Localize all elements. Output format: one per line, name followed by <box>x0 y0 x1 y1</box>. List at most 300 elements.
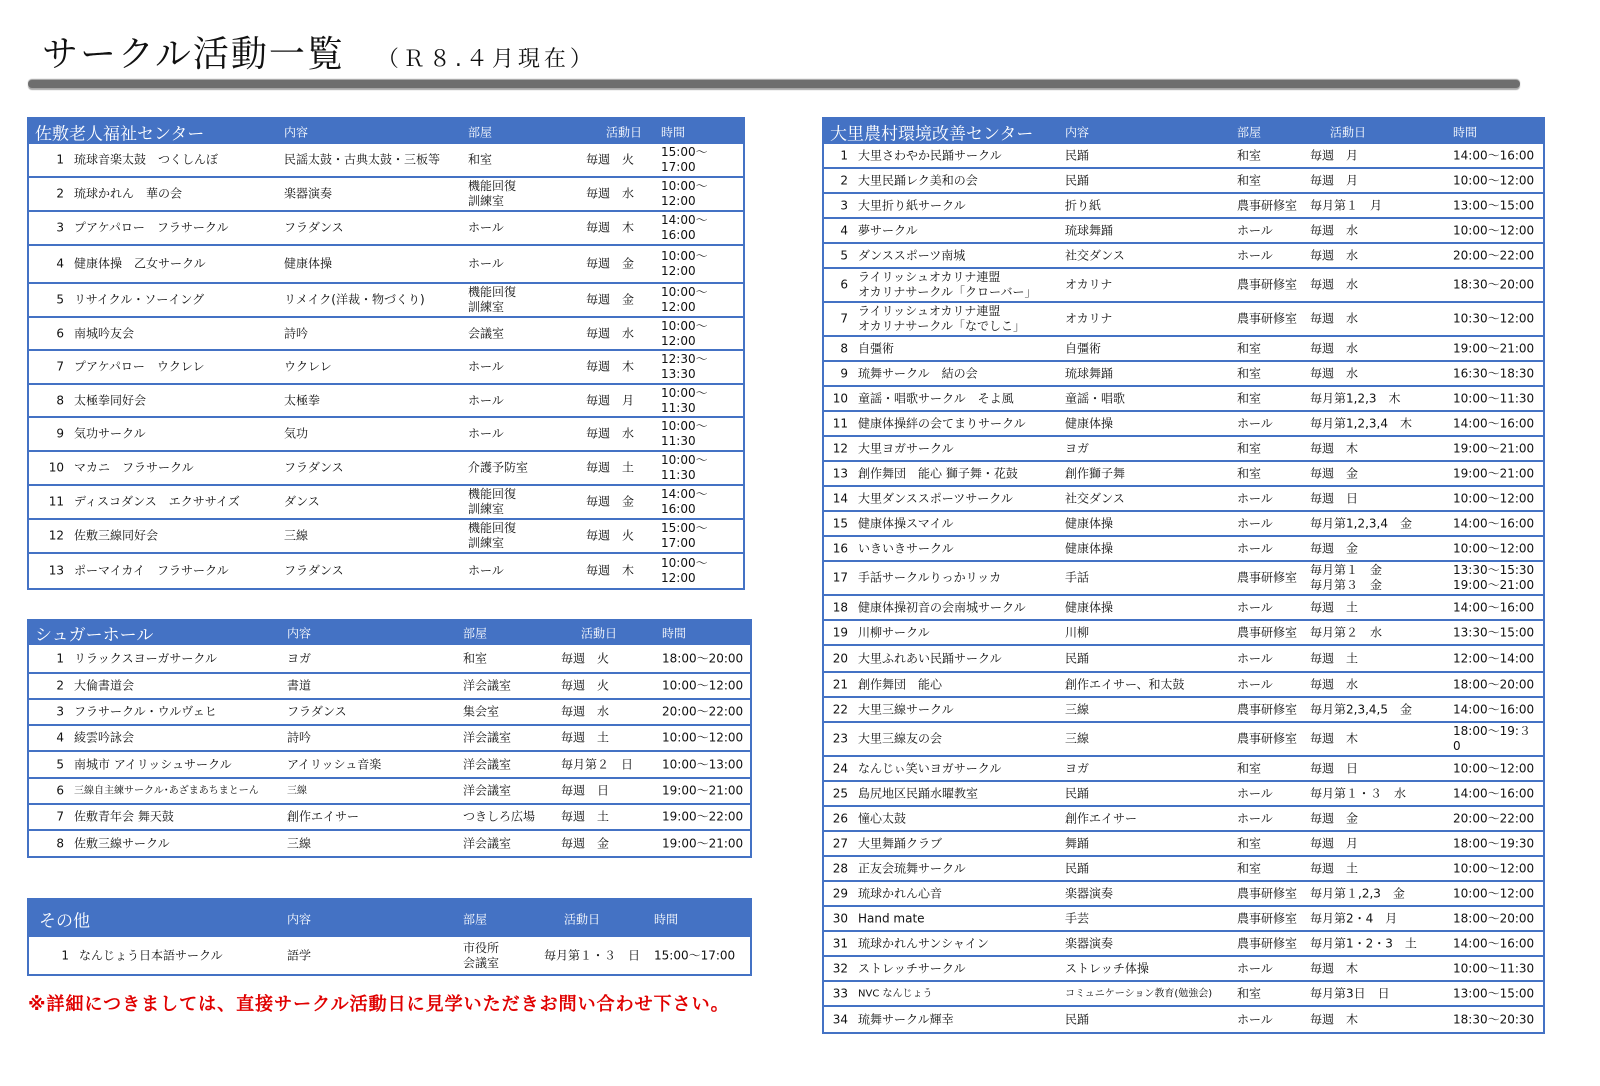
circle-name: 琉球かれんサンシャイン <box>858 936 989 950</box>
room: 和室 <box>1237 466 1262 480</box>
circle-name: ダンススポーツ南城 <box>858 248 966 262</box>
activity-content: 気功 <box>284 426 309 441</box>
activity-time: 10:00～12:00 <box>1453 173 1535 187</box>
activity-content: ヨガ <box>1065 441 1090 455</box>
room: 農事研修室 <box>1237 277 1298 292</box>
row-number: 8 <box>56 393 64 407</box>
activity-day: 毎週 火 <box>586 528 635 543</box>
activity-day: 毎週 水 <box>586 186 635 201</box>
brush-divider <box>28 80 1520 88</box>
activity-time: 14:00～16:00 <box>1453 936 1535 950</box>
activity-content: 詩吟 <box>287 730 312 745</box>
table-row <box>29 726 750 752</box>
activity-time: 14:00～16:00 <box>1453 148 1535 162</box>
circle-name: なんじぃ笑いヨガサークル <box>858 761 1002 775</box>
activity-time: 14:00～16:00 <box>1453 516 1535 530</box>
activity-content: 楽器演奏 <box>1065 886 1114 900</box>
activity-day: 毎週 木 <box>1310 731 1359 746</box>
row-number: 2 <box>56 186 64 201</box>
activity-content: 民謡太鼓・古典太鼓・三板等 <box>284 152 441 167</box>
circle-name: 大里ヨガサークル <box>858 441 954 455</box>
row-number: 14 <box>832 491 848 505</box>
activity-time: 18:00～20:00 <box>662 651 744 665</box>
table-row <box>824 412 1543 437</box>
activity-day: 毎月第2・4 月 <box>1310 911 1398 925</box>
activity-day: 毎月第１ 月 <box>1310 198 1383 212</box>
activity-time: 10:00～12:00 <box>1453 861 1535 875</box>
activity-time: 10:00～12:00 <box>1453 223 1535 237</box>
table-row <box>29 351 743 385</box>
activity-day: 毎週 月 <box>1310 148 1359 162</box>
activity-day: 毎週 土 <box>1310 651 1359 665</box>
table-row <box>824 144 1543 169</box>
circle-name: ポーマイカイ フラサークル <box>74 563 229 578</box>
circle-name: 南城吟友会 <box>74 326 135 340</box>
page-title <box>42 26 596 77</box>
activity-day: 毎週 金 <box>586 494 635 509</box>
activity-time: 19:00～21:00 <box>662 836 744 850</box>
room: 集会室 <box>463 704 500 719</box>
activity-time: 19:00～21:00 <box>1453 466 1535 480</box>
row-number: 26 <box>832 811 848 825</box>
activity-content: 楽器演奏 <box>284 186 333 201</box>
activity-day: 毎週 木 <box>1310 961 1359 975</box>
room: ホール <box>468 359 504 374</box>
room: 農事研修室 <box>1237 936 1298 950</box>
room-header: 部屋 <box>463 912 488 926</box>
activity-content: 民踊 <box>1065 173 1090 187</box>
activity-content: 健康体操 <box>1065 600 1114 614</box>
activity-content: 舞踊 <box>1065 836 1090 850</box>
activity-day: 毎月第2,3,4,5 金 <box>1310 702 1412 716</box>
circle-name: 手話サークルりっかリッカ <box>858 570 1002 585</box>
row-number: 1 <box>61 948 69 962</box>
row-number: 12 <box>48 528 64 543</box>
circle-name: 綾雲吟詠会 <box>74 730 135 745</box>
circle-name: ストレッチサークル <box>858 961 966 975</box>
room: 和室 <box>1237 861 1262 875</box>
table-row <box>824 512 1543 537</box>
circle-name: 憧心太鼓 <box>858 811 907 825</box>
table-row <box>824 537 1543 562</box>
circle-name: 南城市 アイリッシュサークル <box>74 757 232 771</box>
circle-name: 大里三線友の会 <box>858 731 943 746</box>
circle-name: 琉球かれん心音 <box>858 886 943 900</box>
row-number: 31 <box>832 936 848 950</box>
activity-time: 15:00～ 17:00 <box>661 145 708 174</box>
circle-name: ディスコダンス エクササイズ <box>74 494 240 509</box>
circle-name: リサイクル・ソーイング <box>74 292 205 307</box>
room: 和室 <box>463 651 488 665</box>
table-row <box>824 698 1543 723</box>
activity-content: 三線 <box>1065 731 1090 746</box>
room: ホール <box>468 220 504 235</box>
room: ホール <box>1237 248 1273 262</box>
circle-name: 三線自主練サークル･あざまあちまとーん <box>74 785 259 797</box>
room: 機能回復 訓練室 <box>468 179 517 208</box>
activity-content: 民踊 <box>1065 651 1090 665</box>
day-header: 活動日 <box>606 125 643 139</box>
title-text: サークル活動一覧 <box>42 34 345 75</box>
row-number: 22 <box>832 702 848 716</box>
circle-name: 創作舞団 能心 獅子舞・花鼓 <box>858 466 1018 480</box>
activity-content: フラダンス <box>284 220 344 235</box>
room: 和室 <box>1237 391 1262 405</box>
row-number: 25 <box>832 786 848 800</box>
day-header: 活動日 <box>581 626 618 641</box>
activity-time: 10:00～12:00 <box>1453 761 1535 775</box>
panel-sashiki-center <box>27 117 745 590</box>
activity-content: 手話 <box>1065 570 1090 585</box>
activity-time: 19:00～22:00 <box>662 809 744 824</box>
activity-day: 毎週 火 <box>561 678 610 693</box>
activity-content: 健康体操 <box>284 256 333 271</box>
circle-name: 川柳サークル <box>858 625 930 639</box>
activity-time: 10:00～ 12:00 <box>661 285 708 314</box>
activity-time: 14:00～16:00 <box>1453 600 1535 614</box>
row-number: 7 <box>56 809 64 824</box>
circle-name: 健康体操初音の会南城サークル <box>858 600 1026 614</box>
room: 和室 <box>1237 986 1262 1000</box>
room: 市役所 会議室 <box>463 940 500 970</box>
activity-time: 10:00～11:30 <box>1453 391 1535 405</box>
row-number: 30 <box>832 911 848 925</box>
activity-day: 毎週 金 <box>1310 541 1359 555</box>
activity-content: 三線 <box>284 528 309 543</box>
table-row <box>824 673 1543 698</box>
row-number: 6 <box>56 326 64 340</box>
activity-content: ストレッチ体操 <box>1065 961 1149 975</box>
room: ホール <box>1237 786 1273 800</box>
activity-content: 三線 <box>287 785 307 797</box>
room: 機能回復 訓練室 <box>468 521 517 550</box>
activity-time: 10:00～12:00 <box>662 678 744 693</box>
activity-day: 毎週 水 <box>561 704 610 719</box>
activity-content: 三線 <box>1065 702 1090 716</box>
circle-name: ライリッシュオカリナ連盟 オカリナサークル「なでしこ」 <box>858 304 1026 333</box>
circle-name: 大里三線サークル <box>858 702 954 716</box>
table-row <box>824 437 1543 462</box>
row-number: 9 <box>56 426 64 441</box>
table-row <box>29 246 743 284</box>
table-row <box>824 596 1543 621</box>
circle-name: 正友会琉舞サークル <box>858 861 966 875</box>
room: 農事研修室 <box>1237 311 1298 326</box>
row-number: 3 <box>840 198 848 212</box>
panel-ozato-center <box>822 117 1545 1034</box>
activity-day: 毎月第1,2,3 木 <box>1310 391 1401 405</box>
activity-day: 毎週 月 <box>1310 836 1359 850</box>
table-row <box>824 957 1543 982</box>
circle-name: 童謡・唱歌サークル そよ風 <box>858 391 1014 405</box>
activity-day: 毎週 木 <box>586 359 635 374</box>
activity-content: アイリッシュ音楽 <box>287 757 382 771</box>
room: ホール <box>468 563 504 578</box>
activity-content: 手芸 <box>1065 911 1090 925</box>
activity-time: 19:00～21:00 <box>1453 341 1535 355</box>
table-row <box>29 700 750 726</box>
table-row <box>29 178 743 212</box>
activity-time: 14:00～16:00 <box>1453 702 1535 716</box>
circle-name: 太極拳同好会 <box>74 393 147 407</box>
row-number: 29 <box>832 886 848 900</box>
circle-name: マカニ フラサークル <box>74 460 194 475</box>
room-header: 部屋 <box>1237 125 1262 139</box>
activity-content: 三線 <box>287 836 312 850</box>
room: 農事研修室 <box>1237 570 1298 585</box>
content-header: 内容 <box>1065 125 1090 139</box>
panel-other <box>27 898 752 976</box>
activity-time: 18:30～20:00 <box>1453 277 1535 292</box>
row-number: 24 <box>832 761 848 775</box>
row-number: 10 <box>48 460 64 475</box>
activity-day: 毎週 木 <box>1310 441 1359 455</box>
table-row <box>29 645 750 674</box>
day-header: 活動日 <box>1330 125 1367 139</box>
row-number: 8 <box>840 341 848 355</box>
day-header: 活動日 <box>564 912 601 926</box>
circle-name: 健康体操スマイル <box>858 516 954 530</box>
activity-day: 毎週 土 <box>586 460 635 475</box>
table-row <box>824 932 1543 957</box>
activity-time: 18:30～20:30 <box>1453 1012 1535 1026</box>
panel-name: 佐敷老人福祉センター <box>35 124 205 144</box>
room: 機能回復 訓練室 <box>468 285 517 314</box>
table-row <box>29 418 743 452</box>
room: ホール <box>1237 491 1273 505</box>
circle-name: 大里舞踊クラブ <box>858 836 943 850</box>
activity-day: 毎月第１,2,3 金 <box>1310 886 1405 900</box>
row-number: 3 <box>56 220 64 235</box>
room: 農事研修室 <box>1237 731 1298 746</box>
table-row <box>824 169 1543 194</box>
panel-header <box>29 621 750 645</box>
activity-day: 毎月第1・2・3 土 <box>1310 936 1417 950</box>
table-row <box>29 779 750 805</box>
table-row <box>824 219 1543 244</box>
activity-day: 毎月第3日 日 <box>1310 986 1390 1000</box>
activity-content: 健康体操 <box>1065 516 1114 530</box>
table-row <box>29 937 750 974</box>
activity-day: 毎週 金 <box>586 292 635 307</box>
table-row <box>29 805 750 831</box>
room: ホール <box>1237 811 1273 825</box>
activity-day: 毎週 火 <box>561 651 610 665</box>
activity-time: 10:00～ 12:00 <box>661 556 708 585</box>
row-number: 2 <box>56 678 64 693</box>
table-row <box>824 244 1543 269</box>
activity-time: 15:00～ 17:00 <box>661 521 708 550</box>
activity-time: 12:30～ 13:30 <box>661 352 708 381</box>
table-row <box>29 674 750 700</box>
room: 農事研修室 <box>1237 198 1298 212</box>
table-row <box>824 646 1543 673</box>
circle-name: 佐敷三線同好会 <box>74 528 159 543</box>
activity-time: 13:00～15:00 <box>1453 198 1535 212</box>
table-row <box>824 194 1543 219</box>
activity-time: 10:00～12:00 <box>662 730 744 745</box>
activity-time: 13:30～15:00 <box>1453 625 1535 639</box>
activity-day: 毎週 土 <box>561 730 610 745</box>
row-number: 6 <box>840 277 848 292</box>
circle-name: 夢サークル <box>858 223 918 237</box>
circle-name: 大里さわやか民踊サークル <box>858 148 1002 162</box>
row-number: 5 <box>840 248 848 262</box>
activity-day: 毎月第１・３ 日 <box>544 948 641 962</box>
table-row <box>824 757 1543 782</box>
activity-time: 10:00～11:30 <box>1453 961 1535 975</box>
activity-day: 毎月第１・３ 水 <box>1310 786 1407 800</box>
activity-content: 書道 <box>287 678 312 693</box>
activity-time: 20:00～22:00 <box>1453 811 1535 825</box>
room: ホール <box>1237 651 1273 665</box>
room: 和室 <box>1237 366 1262 380</box>
activity-day: 毎週 日 <box>561 783 610 798</box>
activity-day: 毎週 木 <box>1310 1012 1359 1026</box>
activity-content: ヨガ <box>1065 761 1090 775</box>
activity-time: 14:00～ 16:00 <box>661 487 708 516</box>
activity-content: ダンス <box>284 494 320 509</box>
row-number: 5 <box>56 292 64 307</box>
row-number: 20 <box>832 651 848 665</box>
activity-time: 19:00～21:00 <box>662 783 744 798</box>
activity-day: 毎月第２ 水 <box>1310 625 1383 639</box>
room: 農事研修室 <box>1237 625 1298 639</box>
table-row <box>824 907 1543 932</box>
circle-name: 大里民踊レク美和の会 <box>858 173 978 187</box>
row-number: 7 <box>840 311 848 326</box>
room: 機能回復 訓練室 <box>468 487 517 516</box>
activity-time: 18:00～19:３ 0 <box>1453 724 1531 753</box>
activity-time: 20:00～22:00 <box>1453 248 1535 262</box>
activity-content: 民踊 <box>1065 1012 1090 1026</box>
row-number: 15 <box>832 516 848 530</box>
activity-day: 毎週 水 <box>1310 366 1359 380</box>
activity-content: 折り紙 <box>1065 198 1102 212</box>
table-row <box>824 882 1543 907</box>
room-header: 部屋 <box>463 626 488 641</box>
circle-name: ライリッシュオカリナ連盟 オカリナサークル「クローバー」 <box>858 270 1037 299</box>
activity-time: 10:00～ 12:00 <box>661 179 708 208</box>
room: 農事研修室 <box>1237 886 1298 900</box>
activity-day: 毎週 日 <box>1310 761 1359 775</box>
activity-day: 毎週 月 <box>1310 173 1359 187</box>
table-row <box>824 387 1543 412</box>
activity-content: 健康体操 <box>1065 416 1114 430</box>
activity-content: 楽器演奏 <box>1065 936 1114 950</box>
activity-time: 14:00～16:00 <box>1453 786 1535 800</box>
activity-content: 民踊 <box>1065 861 1090 875</box>
circle-name: フラサークル・ウルヴェヒ <box>74 704 217 719</box>
row-number: 19 <box>832 625 848 639</box>
activity-time: 10:00～12:00 <box>1453 886 1535 900</box>
activity-content: フラダンス <box>287 704 347 719</box>
row-number: 21 <box>832 677 848 691</box>
activity-time: 14:00～ 16:00 <box>661 213 708 242</box>
activity-day: 毎週 土 <box>1310 861 1359 875</box>
table-row <box>824 487 1543 512</box>
room: ホール <box>1237 416 1273 430</box>
panel-name: 大里農村環境改善センター <box>830 124 1034 144</box>
row-number: 4 <box>56 256 64 271</box>
activity-day: 毎週 水 <box>1310 311 1359 326</box>
activity-time: 14:00～16:00 <box>1453 416 1535 430</box>
row-number: 4 <box>56 730 64 745</box>
activity-time: 10:00～ 11:30 <box>661 385 708 415</box>
row-number: 33 <box>832 986 848 1000</box>
row-number: 8 <box>56 836 64 850</box>
activity-content: 川柳 <box>1065 625 1090 639</box>
activity-day: 毎週 水 <box>586 326 635 340</box>
activity-content: 民踊 <box>1065 786 1090 800</box>
activity-time: 10:00～13:00 <box>662 757 744 771</box>
table-row <box>29 520 743 554</box>
activity-day: 毎週 水 <box>1310 248 1359 262</box>
circle-name: 琉球かれん 華の会 <box>74 186 183 201</box>
row-number: 6 <box>56 783 64 798</box>
panel-header <box>29 900 750 937</box>
activity-content: 民踊 <box>1065 148 1090 162</box>
circle-name: 大倫書道会 <box>74 678 135 693</box>
room: 和室 <box>1237 761 1262 775</box>
activity-day: 毎月第1,2,3,4 金 <box>1310 516 1412 530</box>
activity-content: フラダンス <box>284 563 344 578</box>
room: ホール <box>1237 600 1273 614</box>
row-number: 28 <box>832 861 848 875</box>
activity-content: 創作エイサー <box>287 809 360 824</box>
room: ホール <box>468 256 504 271</box>
room: ホール <box>1237 677 1273 691</box>
circle-name: 琉舞サークル 結の会 <box>858 366 978 380</box>
content-header: 内容 <box>287 626 312 641</box>
circle-name: 大里ふれあい民踊サークル <box>858 651 1002 665</box>
activity-time: 10:00～ 11:30 <box>661 419 708 448</box>
table-row <box>824 303 1543 337</box>
time-header: 時間 <box>654 912 679 926</box>
circle-name: 健康体操絆の会てまりサークル <box>858 416 1026 430</box>
circle-name: 健康体操 乙女サークル <box>74 256 206 271</box>
circle-name: 島尻地区民踊水曜教室 <box>858 786 979 800</box>
room: ホール <box>1237 516 1273 530</box>
time-header: 時間 <box>662 626 687 641</box>
room: ホール <box>1237 961 1273 975</box>
content-header: 内容 <box>284 125 309 139</box>
circle-name: 自彊術 <box>858 341 895 355</box>
room-header: 部屋 <box>468 125 493 139</box>
activity-content: コミュニケーション教育(勉強会) <box>1065 988 1213 999</box>
table-row <box>824 362 1543 387</box>
activity-content: 創作エイサー <box>1065 811 1138 825</box>
room: ホール <box>1237 1012 1273 1026</box>
room: ホール <box>468 393 504 407</box>
room: ホール <box>468 426 504 441</box>
circle-name: NVC なんじょう <box>858 988 933 999</box>
activity-day: 毎週 木 <box>586 220 635 235</box>
activity-day: 毎週 月 <box>586 393 635 407</box>
time-header: 時間 <box>661 125 686 139</box>
circle-name: プアケパロー ウクレレ <box>74 359 205 374</box>
room: 和室 <box>1237 441 1262 455</box>
table-row <box>824 782 1543 807</box>
room: 和室 <box>1237 341 1262 355</box>
panel-name: その他 <box>39 911 90 931</box>
activity-content: 琉球舞踊 <box>1065 366 1114 380</box>
circle-name: 琉舞サークル輝幸 <box>858 1012 954 1026</box>
activity-content: 社交ダンス <box>1065 248 1125 262</box>
row-number: 23 <box>832 731 848 746</box>
row-number: 2 <box>840 173 848 187</box>
activity-time: 10:00～ 12:00 <box>661 249 708 278</box>
